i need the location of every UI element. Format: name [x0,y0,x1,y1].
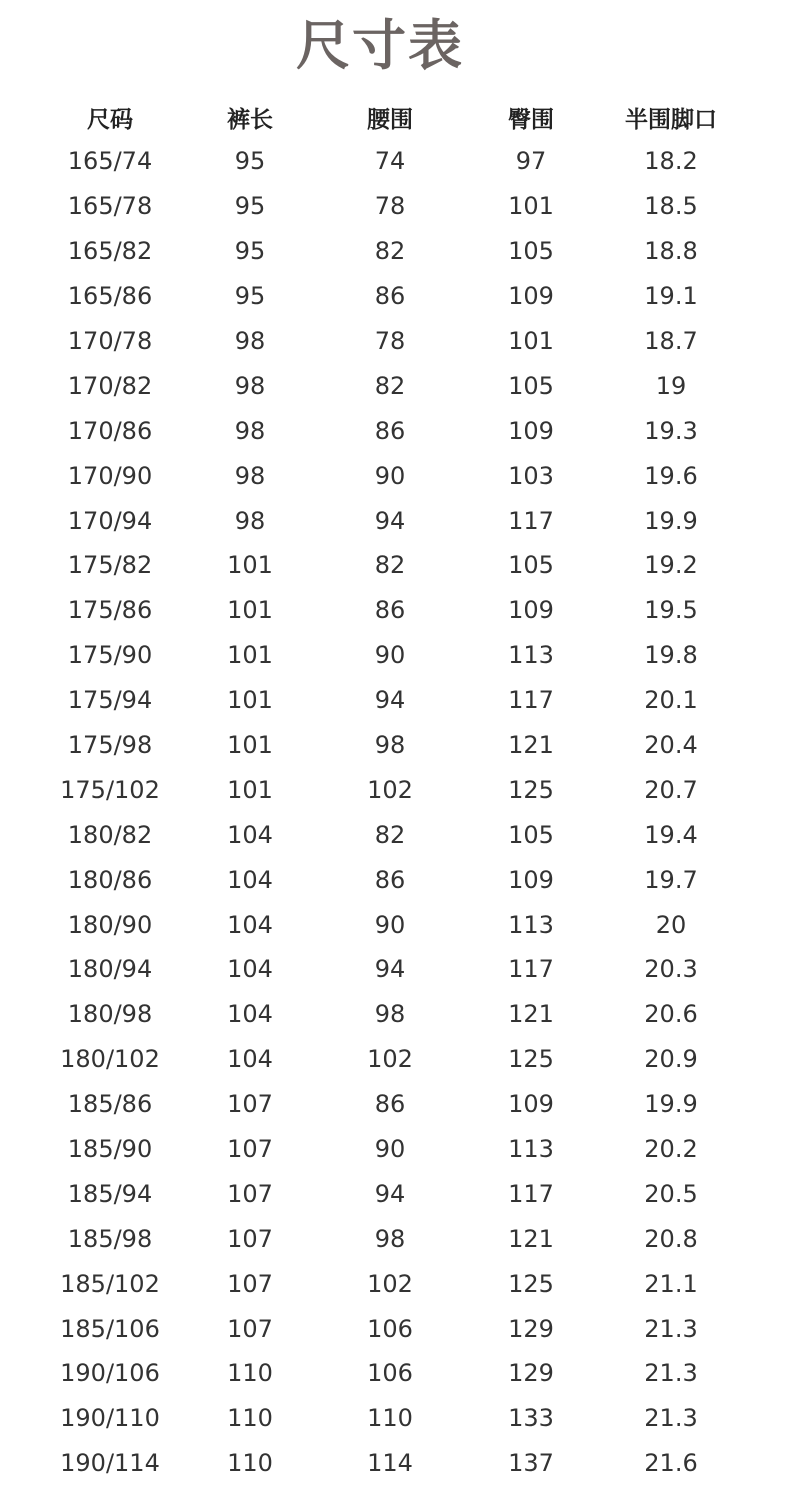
cell-half-hem: 20 [655,910,687,939]
cell-pants-length: 101 [227,551,273,580]
cell-waist: 106 [367,1359,413,1388]
cell-waist: 90 [374,461,406,490]
cell-pants-length: 110 [227,1359,273,1388]
cell-half-hem: 19.8 [644,641,698,670]
cell-half-hem: 19.6 [644,461,698,490]
cell-half-hem: 19.4 [644,820,698,849]
cell-waist: 82 [374,371,406,400]
cell-hip: 105 [508,237,554,266]
cell-size: 180/82 [67,820,153,849]
cell-pants-length: 98 [234,416,266,445]
cell-hip: 125 [508,1269,554,1298]
cell-waist: 82 [374,551,406,580]
cell-pants-length: 107 [227,1269,273,1298]
table-header-row [40,95,740,139]
cell-half-hem: 21.3 [644,1359,698,1388]
cell-size: 190/110 [60,1404,160,1433]
table-row [40,857,740,902]
cell-half-hem: 18.8 [644,237,698,266]
table-row [40,1261,740,1306]
cell-hip: 121 [508,1000,554,1029]
table-row [40,812,740,857]
cell-hip: 105 [508,371,554,400]
cell-hip: 117 [508,1179,554,1208]
cell-size: 185/86 [67,1090,153,1119]
cell-size: 175/86 [67,596,153,625]
cell-hip: 125 [508,775,554,804]
cell-waist: 114 [367,1449,413,1478]
table-row [40,1396,740,1441]
cell-pants-length: 107 [227,1135,273,1164]
cell-waist: 94 [374,506,406,535]
cell-half-hem: 20.5 [644,1179,698,1208]
cell-pants-length: 104 [227,910,273,939]
cell-waist: 94 [374,955,406,984]
cell-hip: 137 [508,1449,554,1478]
table-row [40,767,740,812]
cell-size: 180/98 [67,1000,153,1029]
table-row [40,1306,740,1351]
header-pants-length: 裤长 [227,106,273,133]
cell-half-hem: 20.6 [644,1000,698,1029]
cell-hip: 101 [508,327,554,355]
table-row [40,633,740,678]
cell-size: 170/78 [67,327,153,355]
cell-pants-length: 95 [234,192,266,221]
cell-half-hem: 20.1 [644,686,698,715]
table-row [40,902,740,947]
cell-hip: 129 [508,1314,554,1343]
cell-waist: 82 [374,820,406,849]
table-row [40,408,740,453]
cell-size: 185/98 [67,1224,153,1253]
header-waist: 腰围 [367,106,413,133]
cell-waist: 86 [374,416,406,445]
cell-pants-length: 107 [227,1090,273,1119]
cell-half-hem: 18.2 [644,147,698,176]
cell-waist: 86 [374,596,406,625]
cell-pants-length: 101 [227,731,273,760]
cell-hip: 109 [508,416,554,445]
cell-size: 175/82 [67,551,153,580]
cell-waist: 74 [374,147,406,176]
table-row [40,1171,740,1216]
cell-hip: 105 [508,820,554,849]
table-row [40,319,740,364]
cell-waist: 102 [367,775,413,804]
table-row [40,543,740,588]
cell-waist: 86 [374,1090,406,1119]
table-row [40,184,740,229]
cell-size: 170/90 [67,461,153,490]
cell-waist: 90 [374,1135,406,1164]
cell-size: 165/86 [67,282,153,311]
cell-half-hem: 19.3 [644,416,698,445]
cell-half-hem: 21.6 [644,1449,698,1478]
cell-size: 180/90 [67,910,153,939]
table-row [40,1216,740,1261]
cell-size: 185/106 [60,1314,160,1343]
cell-waist: 90 [374,641,406,670]
cell-size: 170/82 [67,371,153,400]
cell-size: 170/86 [67,416,153,445]
table-row [40,1351,740,1396]
cell-size: 170/94 [67,506,153,535]
cell-pants-length: 107 [227,1224,273,1253]
cell-waist: 102 [367,1269,413,1298]
cell-hip: 109 [508,282,554,311]
table-row [40,139,740,184]
cell-pants-length: 110 [227,1449,273,1478]
table-row [40,274,740,319]
cell-waist: 78 [374,327,406,355]
cell-pants-length: 98 [234,327,266,355]
cell-waist: 94 [374,686,406,715]
cell-size: 180/86 [67,865,153,894]
table-row [40,588,740,633]
cell-half-hem: 20.4 [644,731,698,760]
table-row [40,1037,740,1082]
cell-half-hem: 19.1 [644,282,698,311]
table-row [40,678,740,723]
cell-size: 185/102 [60,1269,160,1298]
header-size: 尺码 [87,106,133,133]
cell-waist: 98 [374,1000,406,1029]
cell-size: 165/74 [67,147,153,176]
cell-pants-length: 101 [227,775,273,804]
page-title: 尺寸表 [296,14,464,77]
cell-half-hem: 20.7 [644,775,698,804]
cell-pants-length: 104 [227,955,273,984]
cell-waist: 98 [374,731,406,760]
cell-hip: 103 [508,461,554,490]
cell-hip: 109 [508,1090,554,1119]
cell-half-hem: 18.7 [644,327,698,355]
cell-half-hem: 19.7 [644,865,698,894]
table-row [40,1441,740,1486]
cell-waist: 82 [374,237,406,266]
cell-waist: 86 [374,282,406,311]
cell-size: 185/94 [67,1179,153,1208]
cell-waist: 94 [374,1179,406,1208]
cell-pants-length: 95 [234,147,266,176]
cell-pants-length: 107 [227,1179,273,1208]
table-row [40,363,740,408]
cell-hip: 133 [508,1404,554,1433]
cell-size: 175/102 [60,775,160,804]
table-row [40,453,740,498]
cell-waist: 78 [374,192,406,221]
cell-size: 175/98 [67,731,153,760]
cell-half-hem: 19.2 [644,551,698,580]
table-row [40,723,740,768]
cell-size: 180/94 [67,955,153,984]
size-table [40,95,740,1486]
cell-hip: 113 [508,910,554,939]
cell-half-hem: 21.1 [644,1269,698,1298]
cell-size: 180/102 [60,1045,160,1074]
cell-pants-length: 101 [227,641,273,670]
cell-pants-length: 110 [227,1404,273,1433]
cell-half-hem: 20.3 [644,955,698,984]
table-body [40,139,740,1486]
cell-hip: 129 [508,1359,554,1388]
cell-waist: 110 [367,1404,413,1433]
cell-hip: 121 [508,731,554,760]
cell-hip: 125 [508,1045,554,1074]
cell-hip: 113 [508,641,554,670]
cell-half-hem: 21.3 [644,1404,698,1433]
table-row [40,992,740,1037]
table-row [40,947,740,992]
cell-hip: 117 [508,955,554,984]
cell-hip: 101 [508,192,554,221]
cell-hip: 117 [508,506,554,535]
cell-half-hem: 20.8 [644,1224,698,1253]
table-row [40,498,740,543]
cell-half-hem: 20.2 [644,1135,698,1164]
cell-pants-length: 104 [227,1045,273,1074]
cell-half-hem: 20.9 [644,1045,698,1074]
cell-waist: 106 [367,1314,413,1343]
cell-half-hem: 19.5 [644,596,698,625]
cell-size: 185/90 [67,1135,153,1164]
table-row [40,1127,740,1172]
cell-pants-length: 95 [234,237,266,266]
cell-size: 190/114 [60,1449,160,1478]
cell-size: 165/78 [67,192,153,221]
cell-pants-length: 107 [227,1314,273,1343]
cell-pants-length: 98 [234,461,266,490]
cell-pants-length: 98 [234,506,266,535]
cell-pants-length: 101 [227,596,273,625]
header-half-hem: 半围脚口 [625,106,717,133]
cell-half-hem: 19.9 [644,1090,698,1119]
cell-pants-length: 95 [234,282,266,311]
cell-hip: 117 [508,686,554,715]
cell-half-hem: 18.5 [644,192,698,221]
cell-half-hem: 19.9 [644,506,698,535]
cell-waist: 102 [367,1045,413,1074]
cell-waist: 98 [374,1224,406,1253]
cell-hip: 113 [508,1135,554,1164]
cell-hip: 121 [508,1224,554,1253]
table-row [40,229,740,274]
cell-size: 175/94 [67,686,153,715]
cell-hip: 109 [508,865,554,894]
cell-pants-length: 98 [234,371,266,400]
cell-hip: 109 [508,596,554,625]
cell-waist: 90 [374,910,406,939]
cell-hip: 105 [508,551,554,580]
cell-pants-length: 104 [227,865,273,894]
cell-size: 175/90 [67,641,153,670]
cell-hip: 97 [515,147,547,176]
cell-size: 165/82 [67,237,153,266]
cell-half-hem: 19 [655,371,687,400]
cell-waist: 86 [374,865,406,894]
cell-pants-length: 104 [227,820,273,849]
cell-pants-length: 101 [227,686,273,715]
table-row [40,1082,740,1127]
header-hip: 臀围 [508,106,554,133]
cell-size: 190/106 [60,1359,160,1388]
cell-pants-length: 104 [227,1000,273,1029]
cell-half-hem: 21.3 [644,1314,698,1343]
